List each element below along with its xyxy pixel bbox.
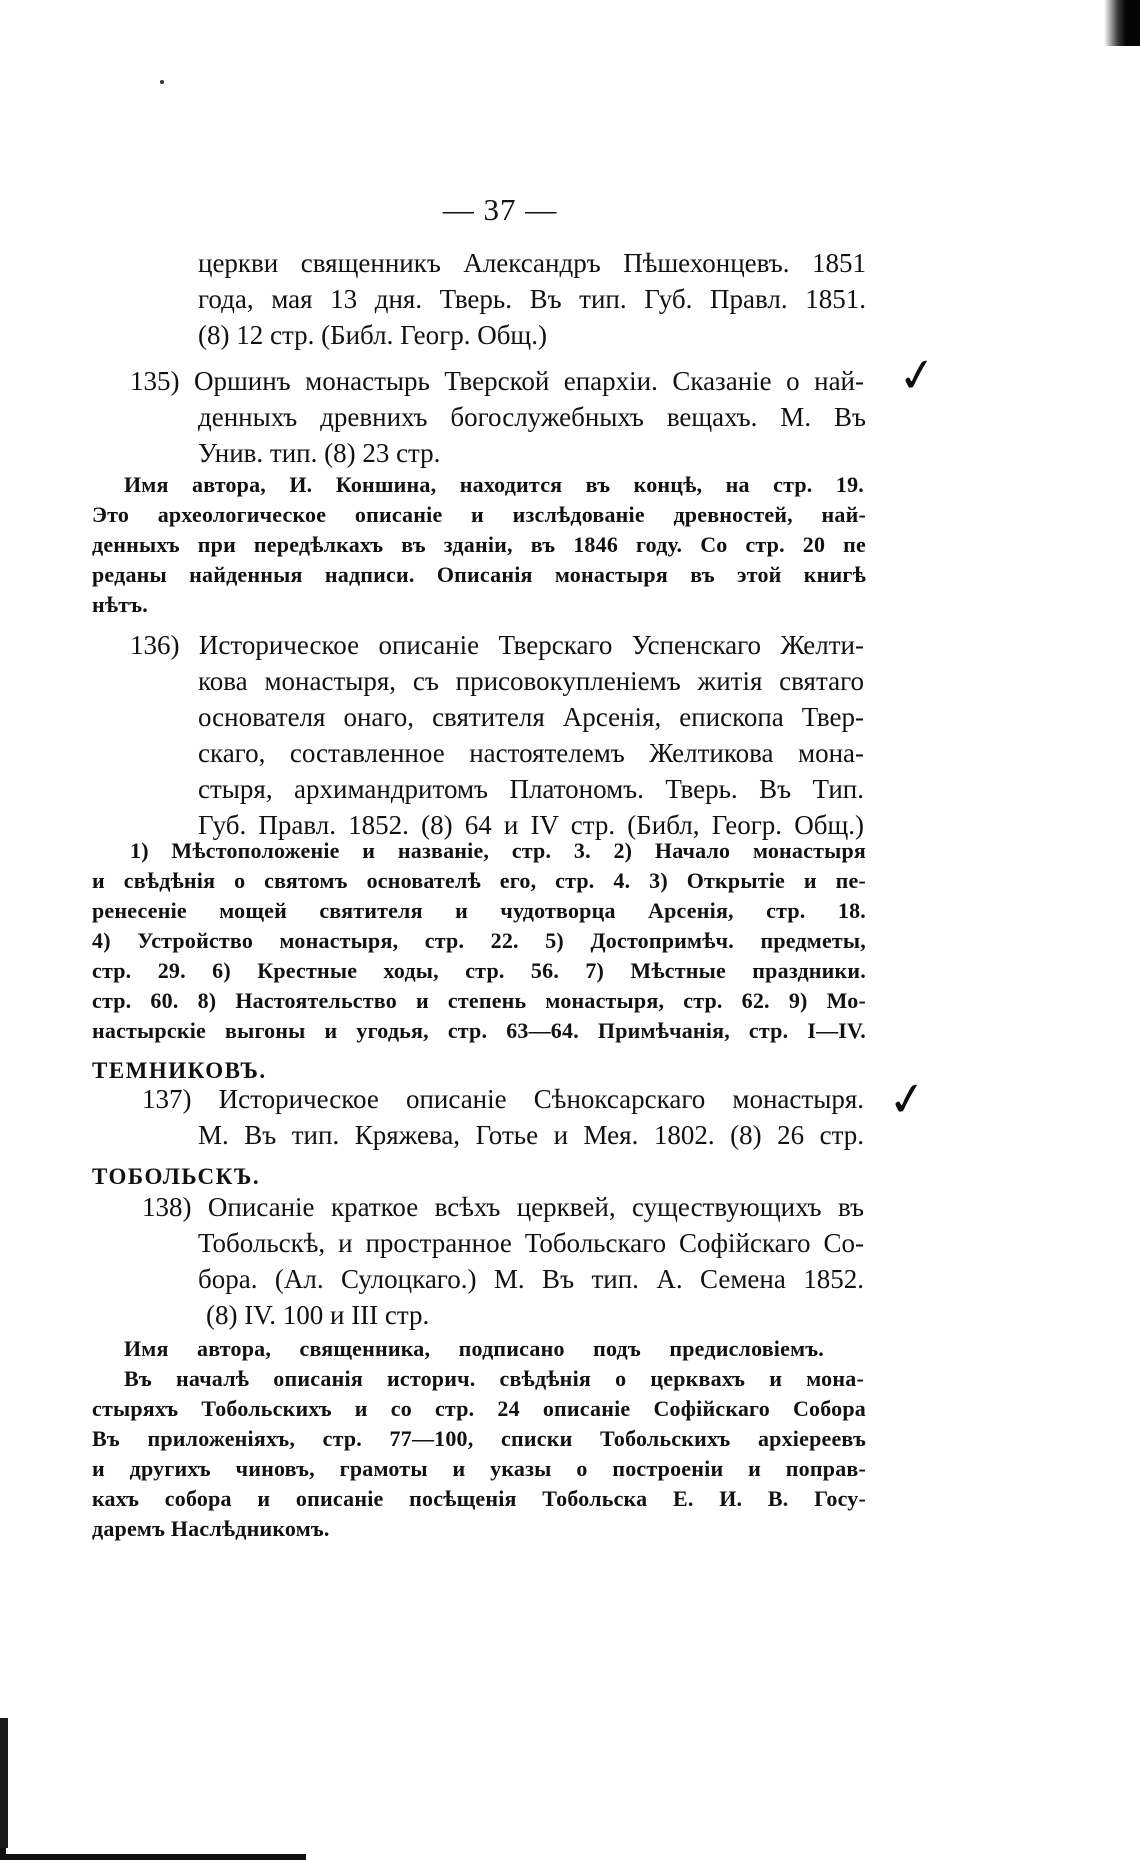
note-line: денныхъ при передѣлкахъ въ зданіи, въ 1846 году. Со стр. 20 пе — [92, 532, 866, 557]
scan-edge-left — [0, 1718, 8, 1848]
text-line: церкви священникъ Александръ Пѣшехонцевъ. 1851 — [198, 248, 866, 278]
note-line: ренесеніе мощей святителя и чудотворца Арсенія, стр. 18. — [92, 898, 866, 923]
text-line: Тобольскѣ, и пространное Тобольскаго Софійскаго Со- — [198, 1228, 864, 1258]
note-line: 4) Устройство монастыря, стр. 22. 5) Достопримѣч. предметы, — [92, 928, 866, 953]
text-line: бора. (Ал. Сулоцкаго.) М. Въ тип. А. Семена 1852. — [198, 1264, 864, 1294]
text-line: кова монастыря, съ присовокупленіемъ житія святаго — [198, 666, 864, 696]
note-line: кахъ собора и описаніе посѣщенія Тобольска Е. И. В. Госу- — [92, 1486, 866, 1511]
note-line: даремъ Наслѣдникомъ. — [92, 1516, 330, 1541]
note-line: Это археологическое описаніе и изслѣдованіе древностей, най- — [92, 502, 866, 527]
entry-137: 137) Историческое описаніе Сѣноксарскаго монастыря. — [142, 1084, 864, 1114]
note-line: реданы найденныя надписи. Описанія монастыря въ этой книгѣ — [92, 562, 866, 587]
text-line: скаго, составленное настоятелемъ Желтикова мона- — [198, 738, 864, 768]
note-line: стр. 29. 6) Крестные ходы, стр. 56. 7) Мѣстные праздники. — [92, 958, 866, 983]
scan-edge-bottom — [0, 1842, 306, 1860]
margin-checkmark-icon: ✓ — [884, 1069, 931, 1129]
text-line: М. Въ тип. Кряжева, Готье и Мея. 1802. (8) 26 стр. — [198, 1120, 864, 1150]
note-line: Въ приложеніяхъ, стр. 77—100, списки Тобольскихъ архіереевъ — [92, 1426, 866, 1451]
note-line: настырскіе выгоны и угодья, стр. 63—64. Примѣчанія, стр. I—IV. — [92, 1018, 866, 1043]
scan-edge-top — [1104, 0, 1140, 46]
note-line: и другихъ чиновъ, грамоты и указы о построеніи и поправ- — [92, 1456, 866, 1481]
text-line: (8) 12 стр. (Библ. Геогр. Общ.) — [198, 320, 547, 350]
text-line: основателя онаго, святителя Арсенія, епископа Твер- — [198, 702, 864, 732]
text-line: денныхъ древнихъ богослужебныхъ вещахъ. М. Въ — [198, 402, 866, 432]
note-line: Въ началѣ описанія историч. свѣдѣнія о церквахъ и мона- — [124, 1366, 864, 1391]
entry-136: 136) Историческое описаніе Тверскаго Успенскаго Желти- — [130, 630, 864, 660]
section-heading-tobolsk: ТОБОЛЬСКЪ. — [92, 1164, 261, 1189]
note-line: Имя автора, И. Коншина, находится въ концѣ, на стр. 19. — [124, 472, 864, 497]
text-line: Губ. Правл. 1852. (8) 64 и IV стр. (Библ, Геогр. Общ.) — [198, 810, 864, 840]
text-line: (8) IV. 100 и III стр. — [206, 1300, 430, 1330]
text-line: Унив. тип. (8) 23 стр. — [198, 438, 441, 468]
note-line: Имя автора, священника, подписано подъ предисловіемъ. — [124, 1336, 824, 1361]
entry-138: 138) Описаніе краткое всѣхъ церквей, существующихъ въ — [142, 1192, 864, 1222]
note-line: нѣтъ. — [92, 592, 149, 617]
note-line: стр. 60. 8) Настоятельство и степень монастыря, стр. 62. 9) Мо- — [92, 988, 866, 1013]
note-line: стыряхъ Тобольскихъ и со стр. 24 описаніе Софійскаго Собора — [92, 1396, 866, 1421]
note-line: и свѣдѣнія о святомъ основателѣ его, стр. 4. 3) Открытіе и пе- — [92, 868, 866, 893]
margin-checkmark-icon: ✓ — [894, 345, 941, 405]
page-number: — 37 — — [442, 192, 558, 227]
note-line: 1) Мѣстоположеніе и названіе, стр. 3. 2) Начало монастыря — [130, 838, 866, 863]
entry-135: 135) Оршинъ монастырь Тверской епархіи. Сказаніе о най- — [130, 366, 864, 396]
text-line: года, мая 13 дня. Тверь. Въ тип. Губ. Правл. 1851. — [198, 284, 866, 314]
scan-speck — [160, 80, 164, 84]
text-line: стыря, архимандритомъ Платономъ. Тверь. Въ Тип. — [198, 774, 864, 804]
section-heading-temnikov: ТЕМНИКОВЪ. — [92, 1058, 267, 1083]
